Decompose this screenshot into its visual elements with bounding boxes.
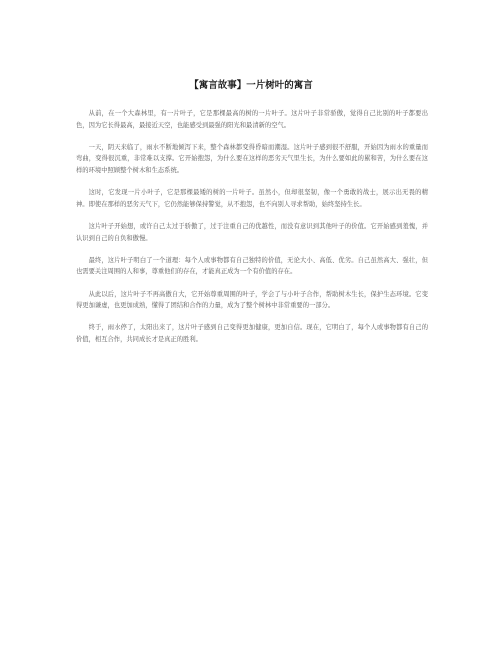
paragraph: 从此以后，这片叶子不再高傲自大，它开始尊重周围的叶子，学会了与小叶子合作，帮助树木生长，保护生态环境。它变得更加谦虚，也更加成熟，懂得了团结和合作的力量，成为了整个树林中非常重要的一部分。 — [76, 290, 428, 310]
paragraph: 这时，它发现一片小叶子，它是那棵最矮的树的一片叶子。虽然小，但却很坚韧，像一个勇敢的战士，展示出无畏的精神。即使在那样的恶劣天气下，它仍然能够保持警觉，从不抱怨，也不向别人寻求帮助，始终坚持生长。 — [76, 189, 428, 208]
paragraph: 最终，这片叶子明白了一个道理：每个人或事物都有自己独特的价值，无论大小、高低、优劣。自己虽然高大、强壮，但也需要关注周围的人和事，尊重他们的存在，才能真正成为一个有价值的存在。 — [76, 256, 428, 276]
document-body — [76, 108, 428, 356]
paragraph: 终于，雨水停了，太阳出来了，这片叶子感到自己变得更加健康，更加自信。现在，它明白了，每个人或事物都有自己的价值，相互合作，共同成长才是真正的胜利。 — [76, 324, 428, 343]
paragraph: 一天，阴天来临了，雨水不断地倾泻下来，整个森林都变得昏暗而潮湿。这片叶子感到很不舒服，开始因为雨水的重量而弯曲，变得很沉重，非常难以支撑。它开始抱怨，为什么要在这样的恶劣天气里生长，为什么要如此的累和苦，为什么要在这样的环境中照顾整个树木和生态系统。 — [76, 143, 428, 174]
paragraph: 从前，在一个大森林里，有一片叶子，它是那棵最高的树的一片叶子。这片叶子非常骄傲，觉得自己比别的叶子都要出色，因为它长得最高，最接近天空，也能感受到最强的阳光和最清新的空气。 — [76, 110, 428, 129]
paragraph: 这片叶子开始想，或许自己太过于骄傲了，过于注重自己的优越性，而没有意识到其他叶子的价值。它开始感到羞愧，并认识到自己的自负和傲慢。 — [76, 222, 428, 242]
document-title: 【寓言故事】一片树叶的寓言 — [189, 80, 313, 91]
